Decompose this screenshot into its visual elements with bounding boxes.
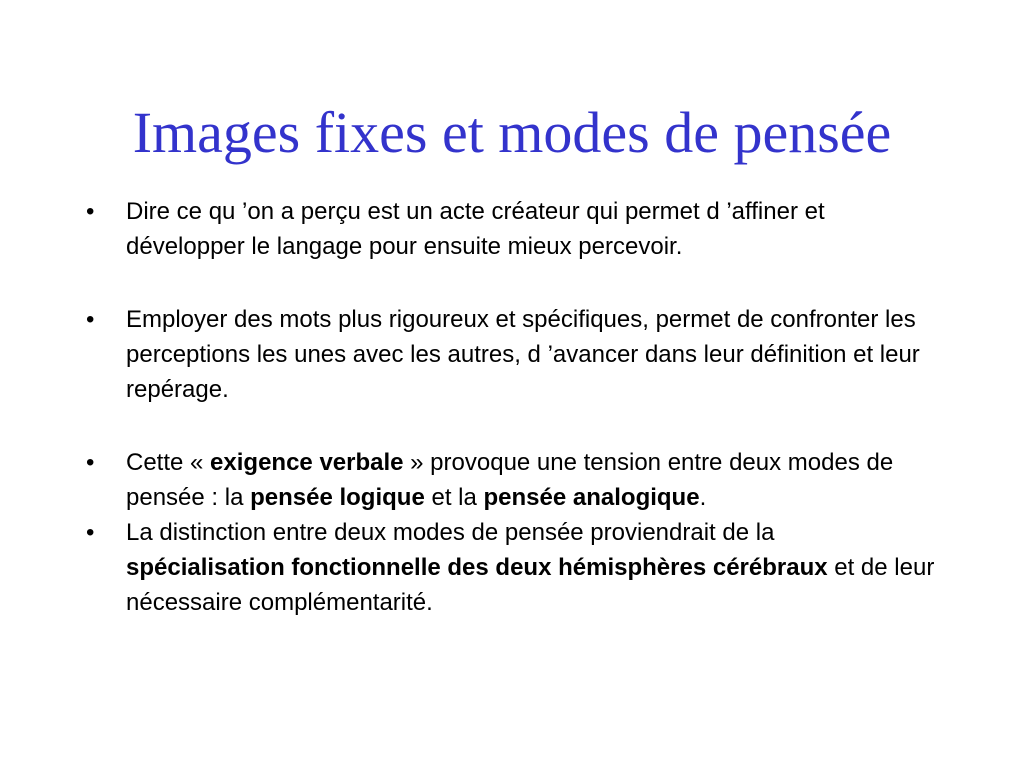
bullet-text-bold: exigence verbale (210, 449, 404, 476)
slide-title: Images fixes et modes de pensée (132, 100, 892, 165)
bullet-text (126, 198, 825, 260)
bullet-list (86, 194, 938, 620)
bullet-text-part: Employer des mots plus rigoureux et spécifiques, permet de confronter les perceptions les unes avec les autres, d ’avancer dans leur définition et leur repérage. (126, 306, 920, 403)
bullet-icon: • (86, 519, 95, 546)
bullet-text-bold: pensée logique (250, 484, 425, 511)
bullet-text-bold: pensée analogique (483, 484, 700, 511)
bullet-text-part: . (699, 484, 707, 511)
bullet-item (86, 515, 938, 620)
bullet-text-part: La distinction entre deux modes de pensée proviendrait de la (126, 519, 775, 546)
bullet-text-part: » provoque une tension entre deux modes de pensée : la (126, 449, 894, 511)
bullet-icon: • (86, 198, 95, 225)
bullet-text-part: Cette « (126, 449, 211, 476)
bullet-icon: • (86, 449, 95, 476)
bullet-item (86, 445, 938, 515)
bullet-icon: • (86, 306, 95, 333)
bullet-text-part: et de leur nécessaire complémentarité. (126, 554, 935, 616)
bullet-item (86, 302, 938, 407)
bullet-text (126, 306, 920, 403)
bullet-item (86, 194, 938, 264)
bullet-text-part: et la (424, 484, 484, 511)
bullet-text (126, 449, 893, 511)
bullet-text (126, 519, 934, 616)
bullet-text-part: Dire ce qu ’on a perçu est un acte créateur qui permet d ’affiner et développer le langage pour ensuite mieux percevoir. (126, 198, 825, 260)
bullet-text-bold: spécialisation fonctionnelle des deux hémisphères cérébraux (126, 554, 828, 581)
